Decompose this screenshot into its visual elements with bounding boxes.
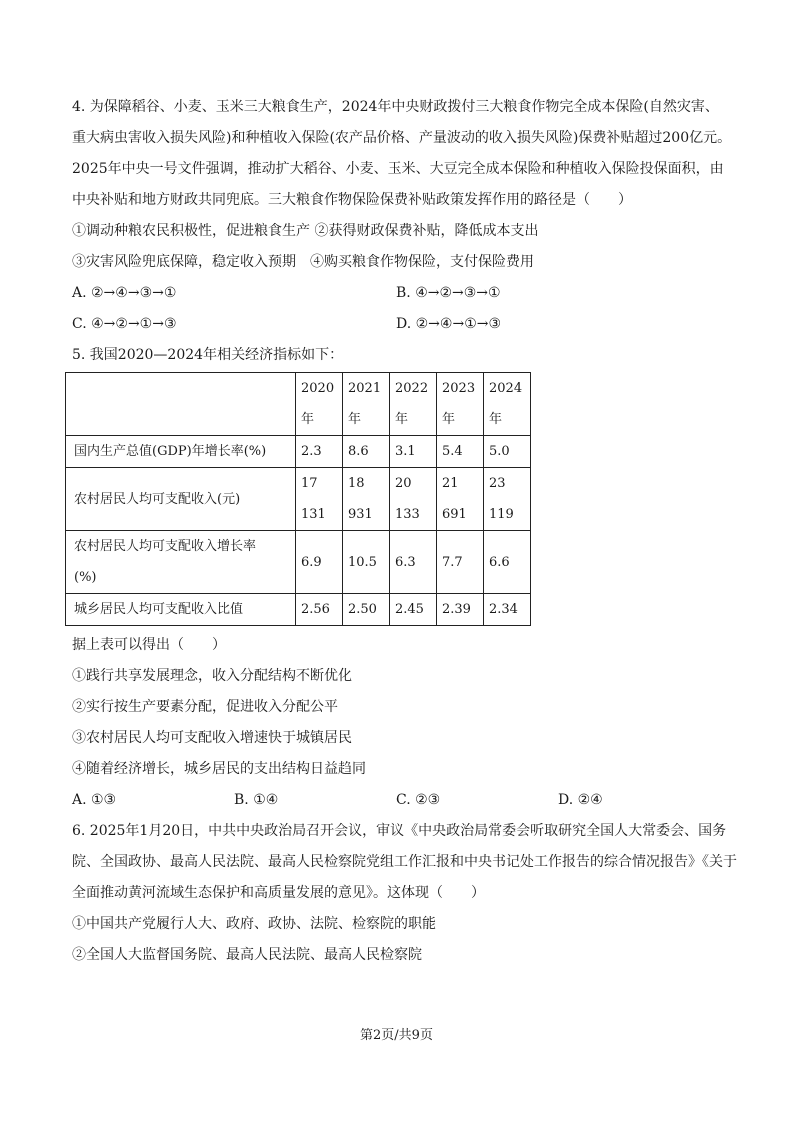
statement-line: ②实行按生产要素分配，促进收入分配公平 [72, 699, 338, 715]
value-cell: 2.39 [437, 594, 484, 626]
row-label-cell: 国内生产总值(GDP)年增长率(%) [66, 436, 296, 468]
statement-line: ③农村居民人均可支配收入增速快于城镇居民 [72, 730, 352, 746]
value-cell: 2.56 [296, 594, 343, 626]
answer-options-row [72, 785, 722, 816]
option-b: B. ①④ [234, 792, 279, 808]
value-cell: 5.4 [437, 436, 484, 468]
statement-line: ①践行共享发展理念，收入分配结构不断优化 [72, 668, 352, 684]
row-label-cell: 农村居民人均可支配收入(元) [66, 468, 296, 531]
question-text-line: 6. 2025年1月20日，中共中央政治局召开会议，审议《中央政治局常委会听取研究全国人大常委会、国务 [72, 823, 727, 839]
question-text-line: 据上表可以得出（ ） [72, 637, 226, 653]
value-cell: 3.1 [390, 436, 437, 468]
value-cell: 23 119 [484, 468, 531, 531]
value-cell: 18 931 [343, 468, 390, 531]
question-text-line: 全面推动黄河流域生态保护和高质量发展的意见》。这体现（ ） [72, 885, 485, 901]
year-header-cell: 2022 年 [390, 373, 437, 436]
value-cell: 2.45 [390, 594, 437, 626]
value-cell: 6.6 [484, 531, 531, 594]
option-a: A. ①③ [72, 792, 117, 808]
value-cell: 6.3 [390, 531, 437, 594]
question-text-line: 2025年中央一号文件强调，推动扩大稻谷、小麦、玉米、大豆完全成本保险和种植收入保险投保面积，由 [72, 161, 724, 177]
table-row [66, 468, 531, 531]
value-cell: 2.34 [484, 594, 531, 626]
table-header-row [66, 373, 531, 436]
question-text-line: 5. 我国2020—2024年相关经济指标如下： [72, 347, 344, 363]
table-row [66, 594, 531, 626]
exam-page [72, 92, 737, 971]
value-cell: 20 133 [390, 468, 437, 531]
option-c: C. ②③ [396, 792, 441, 808]
statement-line: ①调动种粮农民积极性，促进粮食生产 ②获得财政保费补贴，降低成本支出 [72, 223, 539, 239]
value-cell: 17 131 [296, 468, 343, 531]
year-header-cell: 2021 年 [343, 373, 390, 436]
question-text-line: 4. 为保障稻谷、小麦、玉米三大粮食生产，2024年中央财政拨付三大粮食作物完全成本保险(自然灾害、 [72, 99, 719, 115]
answer-options-row [72, 309, 722, 340]
question-text-line: 重大病虫害收入损失风险)和种植收入保险(农产品价格、产量波动的收入损失风险)保费补贴超过200亿元。 [72, 130, 732, 146]
statement-line: ③灾害风险兜底保障，稳定收入预期 ④购买粮食作物保险，支付保险费用 [72, 254, 534, 270]
answer-options-row [72, 278, 722, 309]
value-cell: 8.6 [343, 436, 390, 468]
question-text-line: 院、全国政协、最高人民法院、最高人民检察院党组工作汇报和中央书记处工作报告的综合情况报告》《关于 [72, 854, 737, 870]
question-text-line: 中央补贴和地方财政共同兜底。三大粮食作物保险保费补贴政策发挥作用的路径是（ ） [72, 192, 632, 208]
value-cell: 21 691 [437, 468, 484, 531]
value-cell: 5.0 [484, 436, 531, 468]
year-header-cell: 2024 年 [484, 373, 531, 436]
question-6 [72, 816, 737, 971]
option-b: B. ④→②→③→① [396, 285, 501, 301]
option-c: C. ④→②→①→③ [72, 316, 177, 332]
table-row [66, 436, 531, 468]
statement-line: ④随着经济增长，城乡居民的支出结构日益趋同 [72, 761, 366, 777]
value-cell: 2.50 [343, 594, 390, 626]
option-d: D. ②→④→①→③ [396, 316, 502, 332]
question-4 [72, 92, 732, 340]
year-header-cell: 2020 年 [296, 373, 343, 436]
option-d: D. ②④ [558, 792, 603, 808]
question-5 [72, 340, 722, 816]
value-cell: 7.7 [437, 531, 484, 594]
value-cell: 6.9 [296, 531, 343, 594]
option-a: A. ②→④→③→① [72, 285, 177, 301]
statement-line: ②全国人大监督国务院、最高人民法院、最高人民检察院 [72, 947, 422, 963]
row-label-cell: 城乡居民人均可支配收入比值 [66, 594, 296, 626]
table-row [66, 531, 531, 594]
statement-line: ①中国共产党履行人大、政府、政协、法院、检察院的职能 [72, 916, 436, 932]
table-corner-cell [66, 373, 296, 436]
page-number-footer: 第2页/共9页 [360, 1028, 433, 1043]
year-header-cell: 2023 年 [437, 373, 484, 436]
row-label-cell: 农村居民人均可支配收入增长率 (%) [66, 531, 296, 594]
value-cell: 2.3 [296, 436, 343, 468]
economic-indicators-table [65, 372, 531, 626]
value-cell: 10.5 [343, 531, 390, 594]
